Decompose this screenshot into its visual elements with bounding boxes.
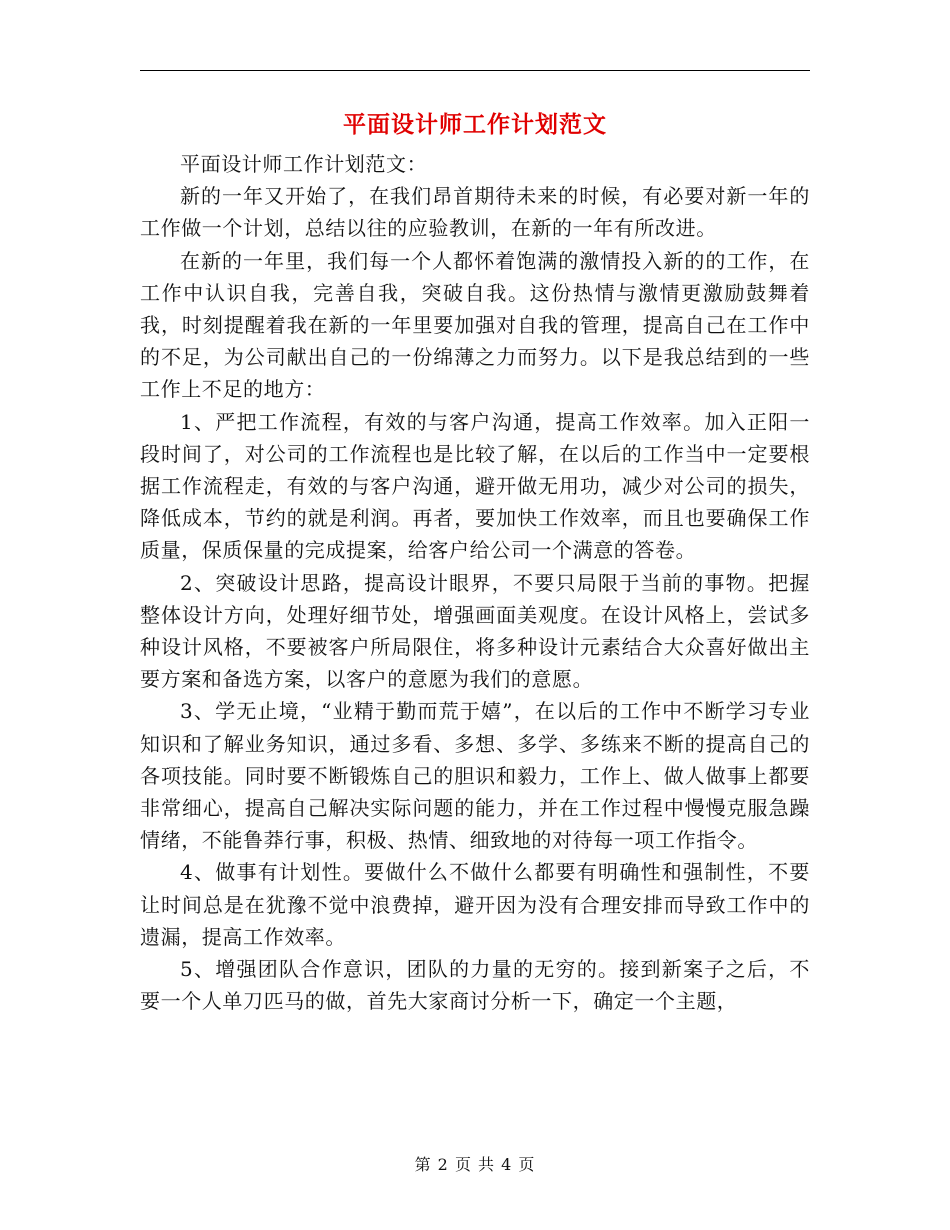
paragraph: 2、突破设计思路，提高设计眼界，不要只局限于当前的事物。把握整体设计方向，处理好细节处，增强画面美观度。在设计风格上，尝试多种设计风格，不要被客户所局限住，将多种设计元素结合大众喜好做出主要方案和备选方案，以客户的意愿为我们的意愿。 xyxy=(140,570,810,692)
paragraph: 新的一年又开始了，在我们昂首期待未来的时候，有必要对新一年的工作做一个计划，总结以往的应验教训，在新的一年有所改进。 xyxy=(140,184,810,241)
paragraph: 1、严把工作流程，有效的与客户沟通，提高工作效率。加入正阳一段时间了，对公司的工作流程也是比较了解，在以后的工作当中一定要根据工作流程走，有效的与客户沟通，避开做无用功，减少对公司的损失，降低成本，节约的就是利润。再者，要加快工作效率，而且也要确保工作质量，保质保量的完成提案，给客户给公司一个满意的答卷。 xyxy=(140,409,810,563)
paragraph: 3、学无止境，“业精于勤而荒于嬉”，在以后的工作中不断学习专业知识和了解业务知识，通过多看、多想、多学、多练来不断的提高自己的各项技能。同时要不断锻炼自己的胆识和毅力，工作上、做人做事上都要非常细心，提高自己解决实际问题的能力，并在工作过程中慢慢克服急躁情绪，不能鲁莽行事，积极、热情、细致地的对待每一项工作指令。 xyxy=(140,699,810,853)
paragraph: 4、做事有计划性。要做什么不做什么都要有明确性和强制性，不要让时间总是在犹豫不觉中浪费掉，避开因为没有合理安排而导致工作中的遗漏，提高工作效率。 xyxy=(140,860,810,949)
paragraph: 在新的一年里，我们每一个人都怀着饱满的激情投入新的的工作，在工作中认识自我，完善自我，突破自我。这份热情与激情更激励鼓舞着我，时刻提醒着我在新的一年里要加强对自我的管理，提高自己在工作中的不足，为公司献出自己的一份绵薄之力而努力。以下是我总结到的一些工作上不足的地方： xyxy=(140,248,810,402)
document-title: 平面设计师工作计划范文 xyxy=(343,111,607,138)
paragraph: 平面设计师工作计划范文： xyxy=(180,152,428,176)
header-rule xyxy=(140,70,810,71)
paragraph: 5、增强团队合作意识，团队的力量的无穷的。接到新案子之后，不要一个人单刀匹马的做，首先大家商讨分析一下，确定一个主题， xyxy=(140,957,810,1014)
document-body xyxy=(140,148,810,1017)
page-footer: 第 2 页 共 4 页 xyxy=(414,1155,536,1174)
